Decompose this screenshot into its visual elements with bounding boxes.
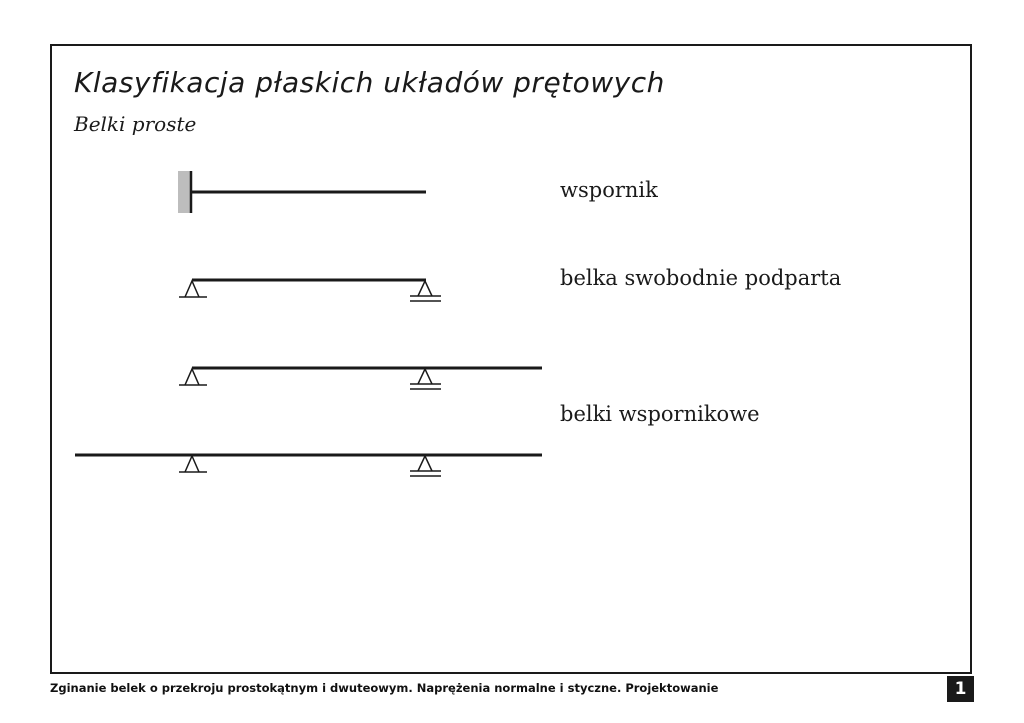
roller-support	[410, 456, 441, 476]
fixed-support-wall	[178, 171, 190, 213]
pinned-support	[179, 281, 207, 297]
slide-subtitle: Belki proste	[74, 112, 197, 136]
label-overhanging: belki wspornikowe	[560, 402, 760, 426]
simply-supported-beam	[179, 280, 441, 301]
roller-support	[410, 281, 441, 301]
overhanging-beam-right	[179, 368, 542, 389]
cantilever-beam	[178, 171, 426, 213]
page-number: 1	[947, 676, 974, 702]
slide-title: Klasyfikacja płaskich układów prętowych	[74, 66, 665, 99]
overhanging-beam-both	[75, 455, 542, 476]
pinned-support	[179, 369, 207, 385]
pinned-support	[179, 456, 207, 472]
label-simply-supported: belka swobodnie podparta	[560, 266, 842, 290]
roller-support	[410, 369, 441, 389]
footer-text: Zginanie belek o przekroju prostokątnym i dwuteowym. Naprężenia normalne i styczne. Projektowanie	[50, 681, 719, 695]
label-cantilever: wspornik	[560, 178, 658, 202]
